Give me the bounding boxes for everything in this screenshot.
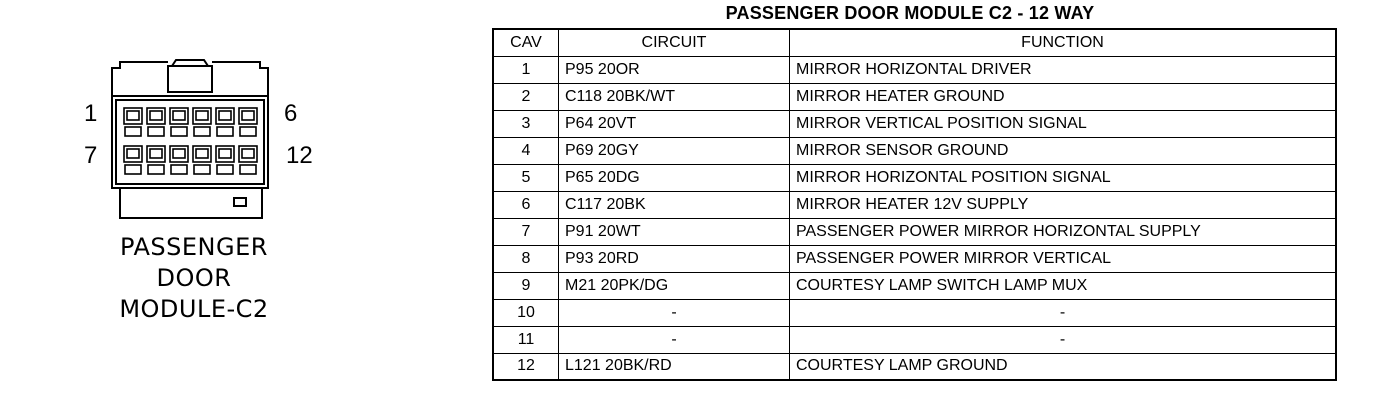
function-cell: MIRROR VERTICAL POSITION SIGNAL xyxy=(790,110,1337,137)
cav-cell: 4 xyxy=(493,137,559,164)
function-cell: MIRROR HORIZONTAL POSITION SIGNAL xyxy=(790,164,1337,191)
cavity-lock-tab xyxy=(171,165,187,174)
cav-cell: 1 xyxy=(493,56,559,83)
table-body xyxy=(493,56,1336,380)
table-row xyxy=(493,137,1336,164)
connector-caption xyxy=(60,232,328,325)
function-cell: PASSENGER POWER MIRROR HORIZONTAL SUPPLY xyxy=(790,218,1337,245)
function-cell: MIRROR HEATER 12V SUPPLY xyxy=(790,191,1337,218)
pin-1-label: 1 xyxy=(84,100,98,127)
caption-line-3: MODULE-C2 xyxy=(119,295,269,323)
cavity-terminal xyxy=(127,149,139,158)
cavity-lock-tab xyxy=(148,165,164,174)
table-title: PASSENGER DOOR MODULE C2 - 12 WAY xyxy=(725,3,1095,23)
cav-cell: 3 xyxy=(493,110,559,137)
cav-cell: 12 xyxy=(493,353,559,380)
header-cav: CAV xyxy=(493,29,559,56)
caption-line-2: DOOR xyxy=(156,264,232,292)
cavity-terminal xyxy=(150,111,162,120)
circuit-cell: P69 20GY xyxy=(559,137,790,164)
circuit-cell: - xyxy=(559,299,790,326)
cavity-terminal xyxy=(242,149,254,158)
cavity-lock-tab xyxy=(240,127,256,136)
caption-line-1: PASSENGER xyxy=(120,233,268,261)
cavity-terminal xyxy=(173,149,185,158)
circuit-cell: P91 20WT xyxy=(559,218,790,245)
table-row xyxy=(493,83,1336,110)
table-row xyxy=(493,218,1336,245)
table-row xyxy=(493,110,1336,137)
table-row xyxy=(493,191,1336,218)
cavity-terminal xyxy=(173,111,185,120)
pin-12-label: 12 xyxy=(286,142,313,169)
circuit-cell: P64 20VT xyxy=(559,110,790,137)
connector-shell xyxy=(112,62,268,218)
connector-latch xyxy=(168,66,212,92)
table-row xyxy=(493,164,1336,191)
function-cell: MIRROR HORIZONTAL DRIVER xyxy=(790,56,1337,83)
cav-cell: 6 xyxy=(493,191,559,218)
cavity-lock-tab xyxy=(217,165,233,174)
cav-cell: 9 xyxy=(493,272,559,299)
function-cell: MIRROR HEATER GROUND xyxy=(790,83,1337,110)
circuit-cell: L121 20BK/RD xyxy=(559,353,790,380)
cavity-lock-tab xyxy=(240,165,256,174)
table-row xyxy=(493,245,1336,272)
function-cell: MIRROR SENSOR GROUND xyxy=(790,137,1337,164)
cavity-lock-tab xyxy=(125,127,141,136)
cavity-lock-tab xyxy=(194,127,210,136)
table-header-row xyxy=(493,29,1336,56)
header-function: FUNCTION xyxy=(790,29,1337,56)
circuit-cell: C118 20BK/WT xyxy=(559,83,790,110)
cavity-terminal xyxy=(219,111,231,120)
pinout-table xyxy=(492,28,1337,381)
table-row xyxy=(493,299,1336,326)
cavity-terminal xyxy=(127,111,139,120)
function-cell: - xyxy=(790,299,1337,326)
header-circuit: CIRCUIT xyxy=(559,29,790,56)
circuit-cell: M21 20PK/DG xyxy=(559,272,790,299)
cavity-terminal xyxy=(150,149,162,158)
cav-cell: 2 xyxy=(493,83,559,110)
cav-cell: 10 xyxy=(493,299,559,326)
cavity-terminal xyxy=(196,111,208,120)
cavity-lock-tab xyxy=(217,127,233,136)
table-row xyxy=(493,326,1336,353)
function-cell: COURTESY LAMP GROUND xyxy=(790,353,1337,380)
cav-cell: 11 xyxy=(493,326,559,353)
pin-6-label: 6 xyxy=(284,100,298,127)
circuit-cell: P65 20DG xyxy=(559,164,790,191)
table-row xyxy=(493,353,1336,380)
table-row xyxy=(493,272,1336,299)
function-cell: PASSENGER POWER MIRROR VERTICAL xyxy=(790,245,1337,272)
circuit-cell: C117 20BK xyxy=(559,191,790,218)
table-row xyxy=(493,56,1336,83)
cavity-terminal xyxy=(242,111,254,120)
circuit-cell: P95 20OR xyxy=(559,56,790,83)
connector-diagram xyxy=(0,0,420,416)
connector-key xyxy=(234,198,246,206)
cavity-lock-tab xyxy=(171,127,187,136)
pin-7-label: 7 xyxy=(84,142,98,169)
function-cell: COURTESY LAMP SWITCH LAMP MUX xyxy=(790,272,1337,299)
cavity-terminal xyxy=(219,149,231,158)
cavity-lock-tab xyxy=(125,165,141,174)
cav-cell: 7 xyxy=(493,218,559,245)
cavity-terminal xyxy=(196,149,208,158)
cav-cell: 5 xyxy=(493,164,559,191)
circuit-cell: - xyxy=(559,326,790,353)
circuit-cell: P93 20RD xyxy=(559,245,790,272)
function-cell: - xyxy=(790,326,1337,353)
connector-drawing xyxy=(0,0,420,416)
cavity-lock-tab xyxy=(194,165,210,174)
cav-cell: 8 xyxy=(493,245,559,272)
cavity-lock-tab xyxy=(148,127,164,136)
